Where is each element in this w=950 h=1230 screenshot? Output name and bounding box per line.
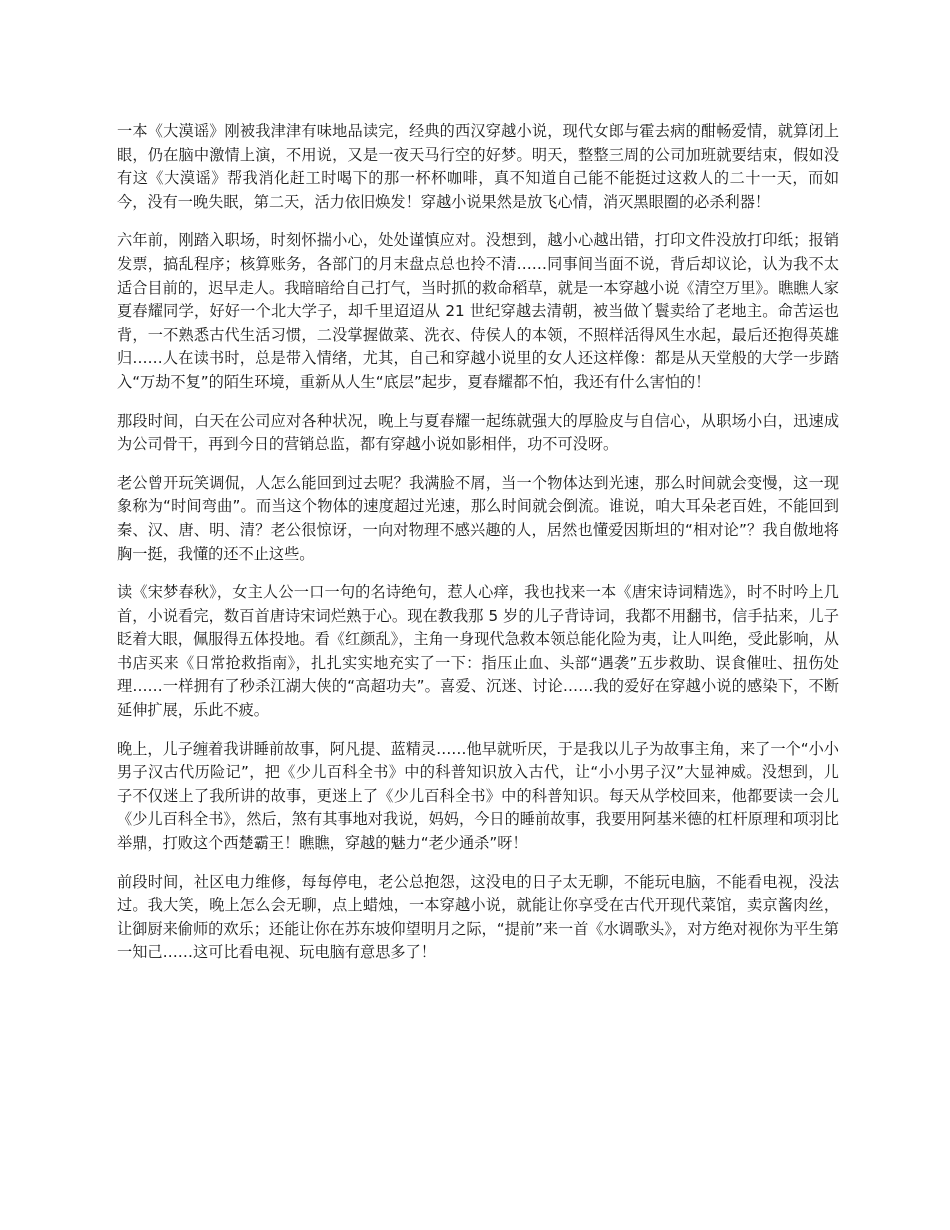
article-body xyxy=(117,120,839,980)
paragraph-5: 读《宋梦春秋》，女主人公一口一句的名诗绝句，惹人心痒，我也找来一本《唐宋诗词精选》，时不时吟上几首，小说看完，数百首唐诗宋词烂熟于心。现在教我那 5 岁的儿子背诗词，我都不用翻书，信手拈来，儿子眨着大眼，佩服得五体投地。看《红颜乱》，主角一身现代急救本领总能化险为夷，让人叫绝，受此影响，从书店买来《日常抢救指南》，扎扎实实地充实了一下：指压止血、头部“遇袭”五步救助、误食催吐、扭伤处理……一样拥有了秒杀江湖大侠的“高超功夫”。喜爱、沉迷、讨论……我的爱好在穿越小说的感染下，不断延伸扩展，乐此不疲。 xyxy=(117,583,839,720)
paragraph-7: 前段时间，社区电力维修，每每停电，老公总抱怨，这没电的日子太无聊，不能玩电脑，不能看电视，没法过。我大笑，晚上怎么会无聊，点上蜡烛，一本穿越小说，就能让你享受在古代开现代菜馆，卖京酱肉丝，让御厨来偷师的欢乐；还能让你在苏东坡仰望明月之际，“提前”来一首《水调歌头》，对方绝对视你为平生第一知己……这可比看电视、玩电脑有意思多了！ xyxy=(117,872,839,962)
paragraph-1: 一本《大漠谣》刚被我津津有味地品读完，经典的西汉穿越小说，现代女郎与霍去病的酣畅爱情，就算闭上眼，仍在脑中激情上演，不用说，又是一夜天马行空的好梦。明天，整整三周的公司加班就要结束，假如没有这《大漠谣》帮我消化赶工时喝下的那一杯杯咖啡，真不知道自己能不能挺过这救人的二十一天，而如今，没有一晚失眠，第二天，活力依旧焕发！穿越小说果然是放飞心情，消灭黑眼圈的必杀利器！ xyxy=(117,122,839,211)
paragraph-2: 六年前，刚踏入职场，时刻怀揣小心，处处谨慎应对。没想到，越小心越出错，打印文件没放打印纸；报销发票，搞乱程序；核算账务，各部门的月末盘点总也拎不清……同事间当面不说，背后却议论，认为我不太适合目前的，迟早走人。我暗暗给自己打气，当时抓的救命稻草，就是一本穿越小说《清空万里》。瞧瞧人家夏春耀同学，好好一个北大学子，却千里迢迢从 21 世纪穿越去清朝，被当做丫鬟卖给了老地主。命苦运也背，一不熟悉古代生活习惯，二没掌握做菜、洗衣、侍侯人的本领，不照样活得风生水起，最后还抱得英雄归……人在读书时，总是带入情绪，尤其，自己和穿越小说里的女人还这样像：都是从天堂般的大学一步踏入“万劫不复”的陌生环境，重新从人生“底层”起步，夏春耀都不怕，我还有什么害怕的！ xyxy=(117,231,839,391)
paragraph-3: 那段时间，白天在公司应对各种状况，晚上与夏春耀一起练就强大的厚脸皮与自信心，从职场小白，迅速成为公司骨干，再到今日的营销总监，都有穿越小说如影相伴，功不可没呀。 xyxy=(117,411,839,454)
paragraph-4: 老公曾开玩笑调侃，人怎么能回到过去呢？我满脸不屑，当一个物体达到光速，那么时间就会变慢，这一现象称为“时间弯曲”。而当这个物体的速度超过光速，那么时间就会倒流。谁说，咱大耳朵老百姓，不能回到秦、汉、唐、明、清？老公很惊讶，一向对物理不感兴趣的人，居然也懂爱因斯坦的“相对论”？我自傲地将胸一挺，我懂的还不止这些。 xyxy=(117,473,839,563)
paragraph-6: 晚上，儿子缠着我讲睡前故事，阿凡提、蓝精灵……他早就听厌，于是我以儿子为故事主角，来了一个“小小男子汉古代历险记”，把《少儿百科全书》中的科普知识放入古代，让“小小男子汉”大显神威。没想到，儿子不仅迷上了我所讲的故事，更迷上了《少儿百科全书》中的科普知识。每天从学校回来，他都要读一会儿《少儿百科全书》，然后，煞有其事地对我说，妈妈，今日的睡前故事，我要用阿基米德的杠杆原理和项羽比举鼎，打败这个西楚霸王！瞧瞧，穿越的魅力“老少通杀”呀！ xyxy=(117,739,839,853)
